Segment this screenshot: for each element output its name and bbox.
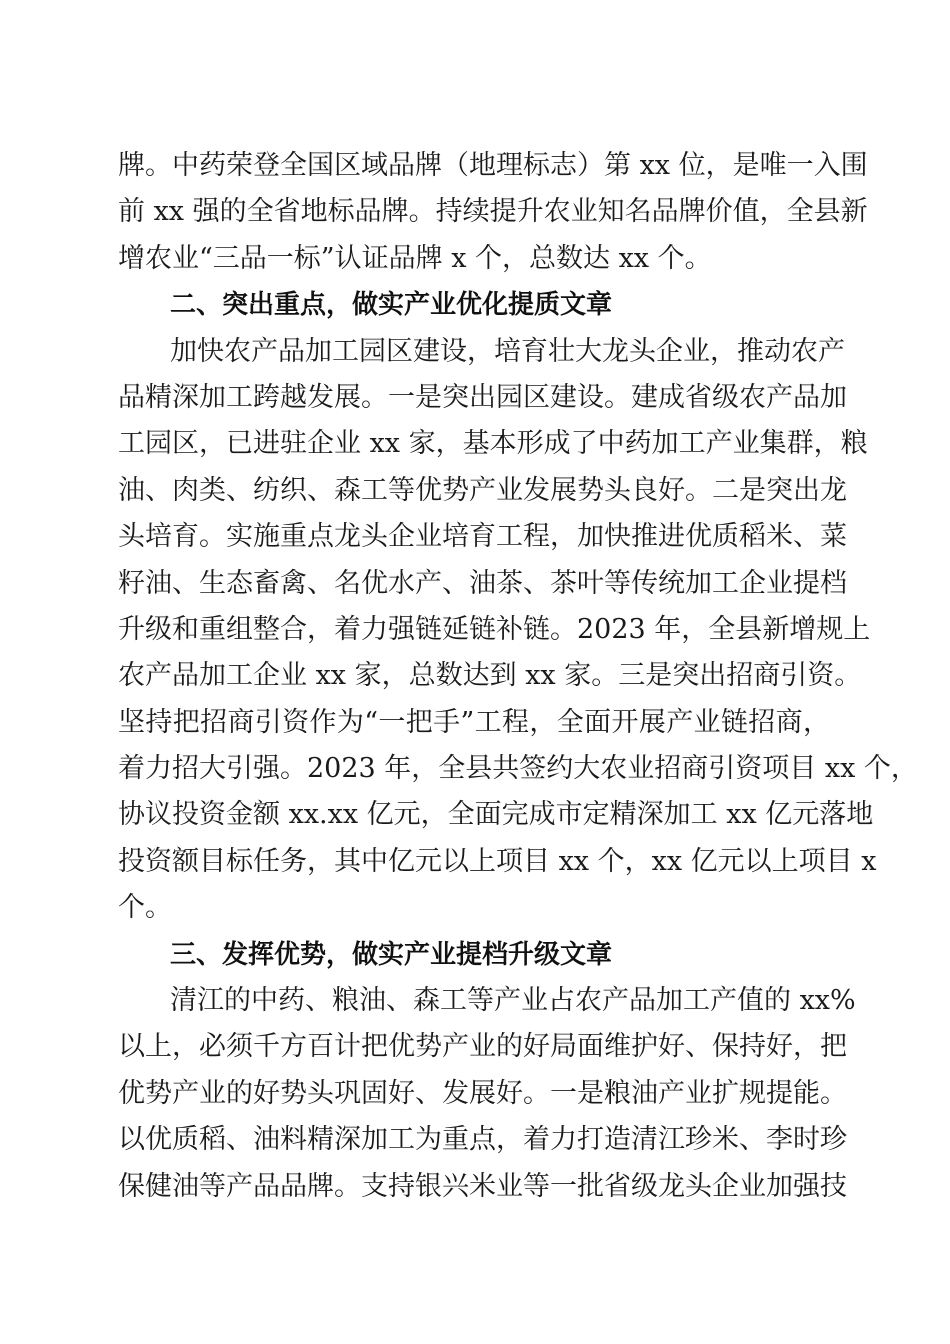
text-line: 优势产业的好势头巩固好、发展好。一是粮油产业扩规提能。 [118, 1077, 847, 1109]
paragraph-section-3 [118, 978, 856, 1210]
text-line: 农产品加工企业 xx 家，总数达到 xx 家。三是突出招商引资。 [118, 660, 862, 692]
text-line: 品精深加工跨越发展。一是突出园区建设。建成省级农产品加 [118, 381, 847, 413]
text-line: 投资额目标任务，其中亿元以上项目 xx 个，xx 亿元以上项目 x [118, 845, 877, 877]
text-line: 加快农产品加工园区建设，培育壮大龙头企业，推动农产 [170, 335, 845, 367]
paragraph-section-2 [118, 329, 918, 932]
text-line: 着力招大引强。2023 年，全县共签约大农业招商引资项目 xx 个， [118, 753, 918, 785]
text-line: 籽油、生态畜禽、名优水产、油茶、茶叶等传统加工企业提档 [118, 567, 847, 599]
text-line: 坚持把招商引资作为“一把手”工程，全面开展产业链招商， [118, 706, 830, 738]
text-line: 个。 [118, 892, 172, 924]
text-line: 以上，必须千方百计把优势产业的好局面维护好、保持好，把 [118, 1031, 847, 1063]
text-line: 增农业“三品一标”认证品牌 x 个，总数达 xx 个。 [118, 242, 712, 274]
section-heading-2: 二、突出重点，做实产业优化提质文章 [170, 290, 613, 321]
text-line: 以优质稻、油料精深加工为重点，着力打造清江珍米、李时珍 [118, 1124, 847, 1156]
document-body [118, 143, 918, 1210]
text-line: 牌。中药荣登全国区域品牌（地理标志）第 xx 位，是唯一入围 [118, 150, 868, 181]
text-line: 保健油等产品品牌。支持银兴米业等一批省级龙头企业加强技 [118, 1170, 847, 1202]
text-line: 协议投资金额 xx.xx 亿元，全面完成市定精深加工 xx 亿元落地 [118, 799, 874, 831]
text-line: 清江的中药、粮油、森工等产业占农产品加工产值的 xx% [170, 985, 856, 1017]
text-line: 油、肉类、纺织、森工等优势产业发展势头良好。二是突出龙 [118, 474, 847, 506]
text-line: 前 xx 强的全省地标品牌。持续提升农业知名品牌价值，全县新 [118, 196, 868, 228]
text-line: 工园区，已进驻企业 xx 家，基本形成了中药加工产业集群，粮 [118, 428, 868, 460]
text-line: 头培育。实施重点龙头企业培育工程，加快推进优质稻米、菜 [118, 521, 847, 553]
text-line: 升级和重组整合，着力强链延链补链。2023 年，全县新增规上 [118, 613, 871, 645]
section-heading-3: 三、发挥优势，做实产业提档升级文章 [170, 939, 613, 970]
paragraph-intro [118, 143, 868, 282]
